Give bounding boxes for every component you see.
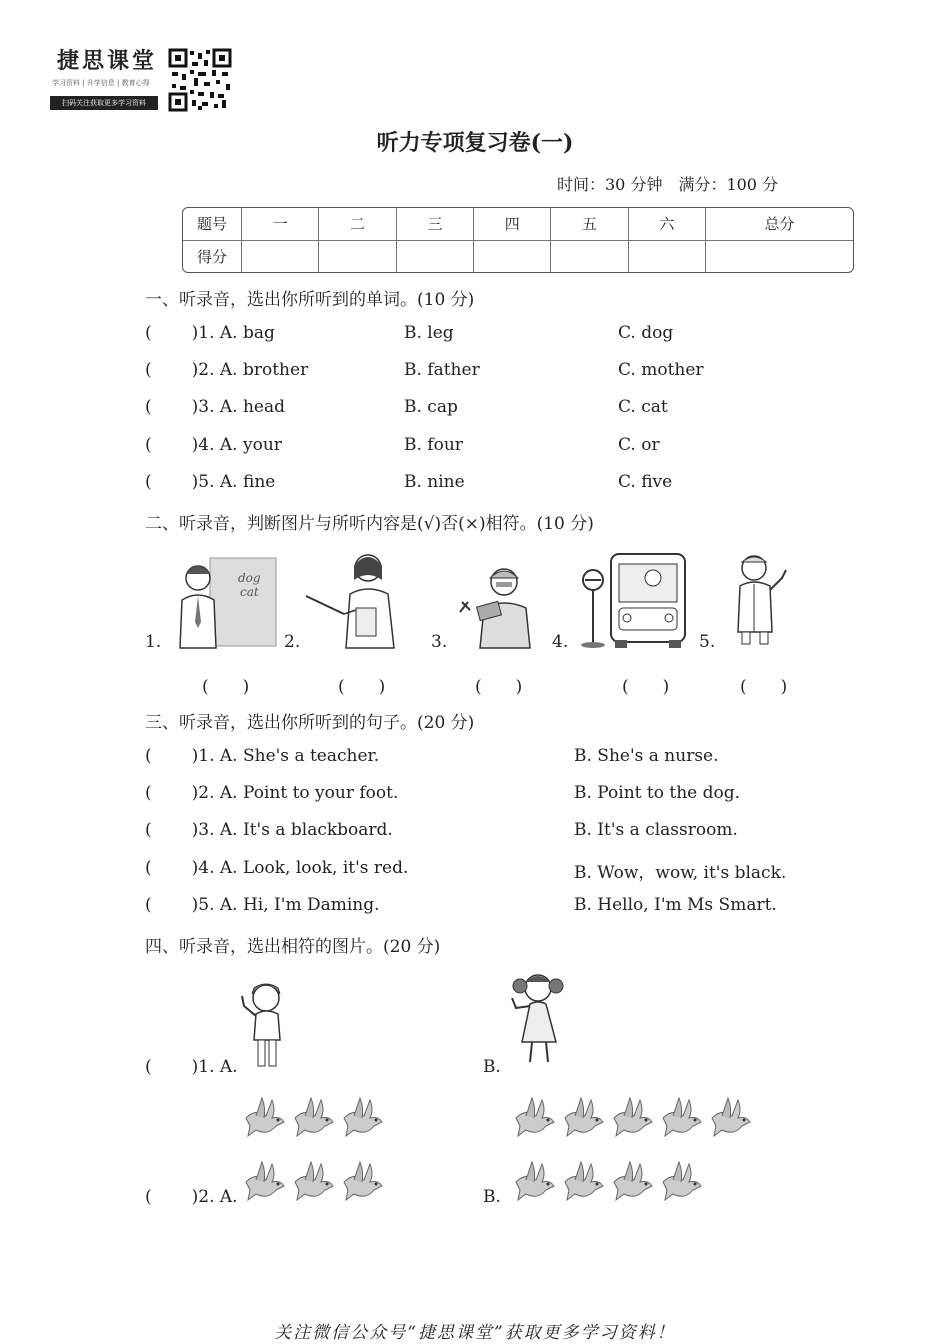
s3-item-a: )5. A. Hi, I'm Daming. (191, 895, 380, 915)
score-cell[interactable] (551, 240, 628, 272)
s1-item-b: B. cap (404, 397, 458, 417)
bird-icon (712, 1098, 750, 1136)
paren-open: ( (145, 858, 152, 878)
s3-item-4 (145, 858, 408, 878)
section4-heading: 四、听录音，选出相符的图片。(20 分) (145, 937, 441, 957)
score-cell[interactable] (242, 240, 319, 272)
section1-heading: 一、听录音，选出你所听到的单词。(10 分) (145, 290, 475, 310)
paren-open: ( (145, 397, 152, 417)
s1-item-a: )5. A. fine (191, 472, 276, 492)
score-header-cell: 二 (319, 208, 396, 240)
score-header-cell: 三 (396, 208, 473, 240)
paren-open: ( (145, 1187, 152, 1207)
bird-icon (614, 1162, 652, 1200)
s2-label-4: 4. (552, 632, 569, 652)
score-cell[interactable] (319, 240, 396, 272)
section2-heading: 二、听录音，判断图片与所听内容是(√)否(×)相符。(10 分) (145, 514, 594, 534)
s4-q1-b-label: B. (483, 1057, 501, 1077)
s1-item-1 (145, 323, 275, 343)
paren-open: ( (145, 435, 152, 455)
s3-item-a: )2. A. Point to your foot. (191, 783, 399, 803)
girl-waving-image (506, 966, 568, 1070)
bird-icon (663, 1162, 701, 1200)
girl-pointing-image (300, 550, 404, 650)
s3-item-3 (145, 820, 393, 840)
s1-item-c: C. or (618, 435, 660, 455)
s1-item-3 (145, 397, 285, 417)
s3-item-b: B. Point to the dog. (574, 783, 741, 803)
s2-answer-blank-5[interactable]: ( ) (740, 677, 788, 697)
score-table-score-row (183, 240, 853, 272)
score-header-cell: 五 (551, 208, 628, 240)
s4-q2-a (145, 1187, 238, 1207)
s3-item-1 (145, 746, 379, 766)
s3-item-5 (145, 895, 380, 915)
logo-tags: 学习资料 | 升学信息 | 教育心得 (52, 79, 150, 87)
paren-open: ( (145, 323, 152, 343)
s1-item-b: B. nine (404, 472, 465, 492)
s1-item-a: )4. A. your (191, 435, 282, 455)
score-header-cell: 六 (628, 208, 705, 240)
s1-item-c: C. five (618, 472, 673, 492)
bird-icon (516, 1162, 554, 1200)
s4-q1-a-label: )1. A. (191, 1057, 238, 1077)
s1-item-4 (145, 435, 282, 455)
score-header-cell: 四 (474, 208, 551, 240)
section3-heading: 三、听录音，选出你所听到的句子。(20 分) (145, 713, 475, 733)
s4-q1-a (145, 1057, 238, 1077)
s3-item-2 (145, 783, 398, 803)
score-header-cell: 总分 (706, 208, 853, 240)
s2-answer-blank-1[interactable]: ( ) (202, 677, 250, 697)
logo-banner: 扫码关注获取更多学习资料 (50, 96, 158, 110)
bird-icon (344, 1098, 382, 1136)
bus-driver-image (573, 548, 689, 650)
s1-item-c: C. cat (618, 397, 668, 417)
bird-icon (295, 1162, 333, 1200)
s1-item-2 (145, 360, 308, 380)
bird-icon (246, 1098, 284, 1136)
doctor-waving-image (724, 548, 792, 650)
s4-q2-a-label: )2. A. (191, 1187, 238, 1207)
board-word-dog: dog (238, 571, 261, 585)
logo-title: 捷思课堂 (57, 48, 158, 74)
board-word-cat: cat (240, 585, 259, 599)
bird-icon (663, 1098, 701, 1136)
s2-label-1: 1. (145, 632, 162, 652)
s1-item-b: B. leg (404, 323, 454, 343)
time-info: 时间：30 分钟 满分：100 分 (557, 175, 779, 194)
bird-icon (246, 1162, 284, 1200)
footer-promo: 关注微信公众号“捷思课堂”获取更多学习资料！ (274, 1323, 676, 1343)
s4-q2-b-label: B. (483, 1187, 501, 1207)
paren-open: ( (145, 360, 152, 380)
s2-label-2: 2. (284, 632, 301, 652)
page-title: 听力专项复习卷(一) (376, 130, 574, 156)
s2-label-3: 3. (431, 632, 448, 652)
paren-open: ( (145, 783, 152, 803)
score-cell[interactable] (396, 240, 473, 272)
s2-answer-blank-3[interactable]: ( ) (475, 677, 523, 697)
score-cell[interactable] (474, 240, 551, 272)
s3-item-b: B. Hello, I'm Ms Smart. (574, 895, 777, 915)
paren-open: ( (145, 472, 152, 492)
bird-icon (344, 1162, 382, 1200)
s3-item-b: B. It's a classroom. (574, 820, 738, 840)
s2-answer-blank-4[interactable]: ( ) (622, 677, 670, 697)
score-table (182, 207, 854, 273)
s3-item-a: )1. A. She's a teacher. (191, 746, 380, 766)
score-cell[interactable] (706, 240, 853, 272)
paren-open: ( (145, 1057, 152, 1077)
boy-waving-image (238, 976, 296, 1074)
bird-icon (614, 1098, 652, 1136)
score-header-cell: 题号 (183, 208, 242, 240)
s1-item-a: )2. A. brother (191, 360, 309, 380)
s1-item-c: C. mother (618, 360, 704, 380)
worker-with-wrench-image (456, 562, 536, 650)
bird-icon (295, 1098, 333, 1136)
paren-open: ( (145, 820, 152, 840)
paren-open: ( (145, 895, 152, 915)
s1-item-5 (145, 472, 275, 492)
s2-answer-blank-2[interactable]: ( ) (338, 677, 386, 697)
score-table-header-row (183, 208, 853, 240)
qr-code-icon[interactable] (168, 48, 232, 112)
bird-icon (516, 1098, 554, 1136)
s3-item-b: B. Wow，wow, it's black. (574, 863, 787, 883)
s3-item-a: )3. A. It's a blackboard. (191, 820, 393, 840)
s1-item-c: C. dog (618, 323, 674, 343)
score-row-label: 得分 (183, 240, 242, 272)
s1-item-a: )3. A. head (191, 397, 286, 417)
s3-item-b: B. She's a nurse. (574, 746, 719, 766)
s2-label-5: 5. (699, 632, 716, 652)
birds-group-b (508, 1090, 762, 1202)
bird-icon (565, 1098, 603, 1136)
bird-icon (565, 1162, 603, 1200)
s1-item-a: )1. A. bag (191, 323, 275, 343)
s1-item-b: B. four (404, 435, 463, 455)
s3-item-a: )4. A. Look, look, it's red. (191, 858, 409, 878)
teacher-at-blackboard-image (176, 556, 278, 650)
score-header-cell: 一 (242, 208, 319, 240)
s1-item-b: B. father (404, 360, 480, 380)
score-cell[interactable] (628, 240, 705, 272)
paren-open: ( (145, 746, 152, 766)
birds-group-a (238, 1090, 398, 1202)
